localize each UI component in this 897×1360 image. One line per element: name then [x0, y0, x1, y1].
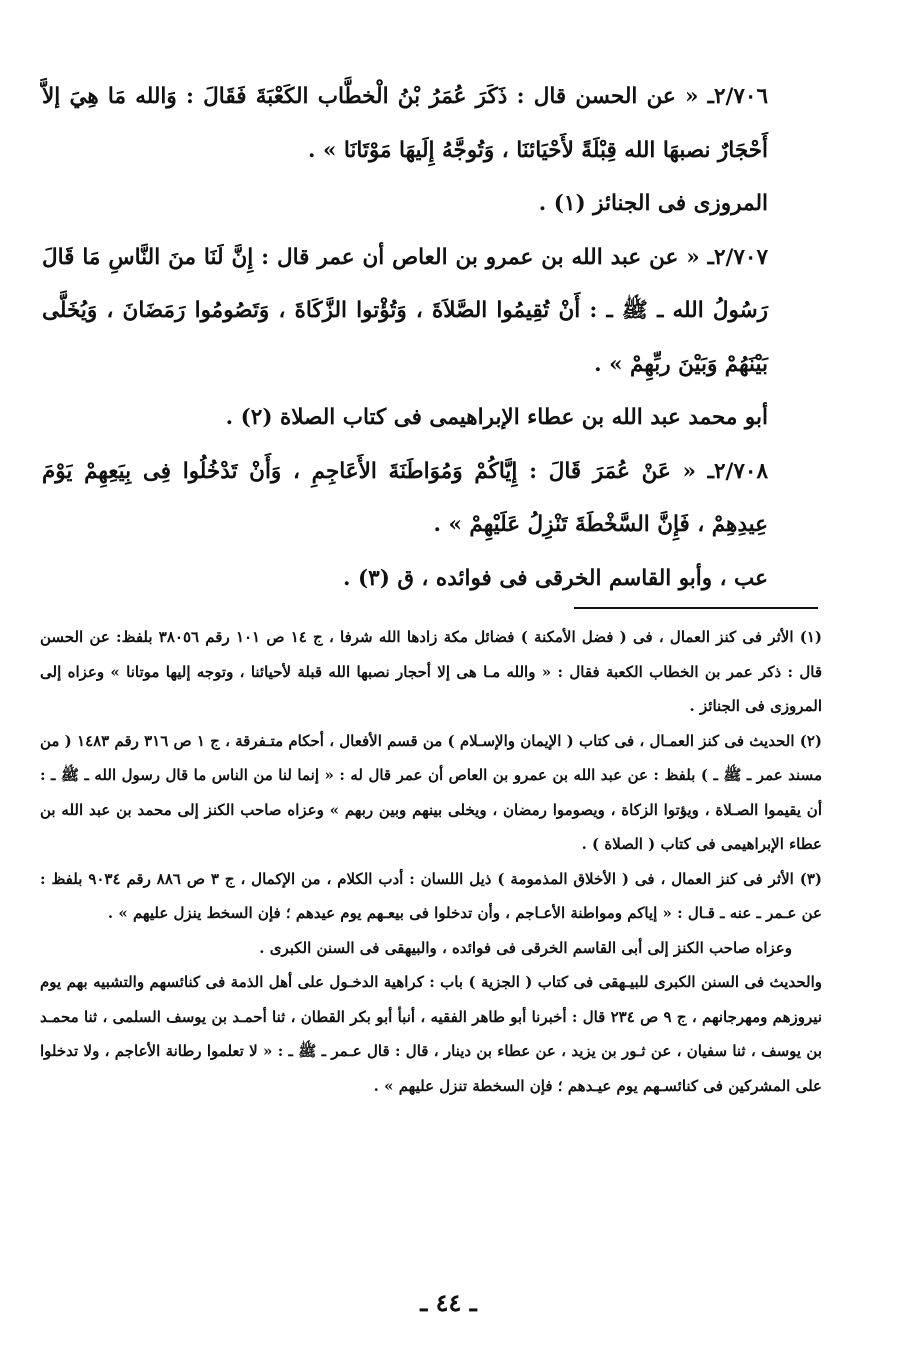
- footnote-1: (١) الأثر فى كنز العمال ، فى ( فضل الأمكنة ) فضائل مكة زادها الله شرفا ، ج ١٤ ص ١٠١ رقم ٣٨٠٥٦ بلفظ: عن الحسن قال : ذكر عمر بن الخطاب الكعبة فقال : « والله مـا هى إلا أحجار نصبها الله قبلة لأحيائنا ، وتوجه إليها موتانا » وعزاه إلى المروزى فى الجنائز .: [40, 628, 822, 715]
- athar-708-source: عب ، وأبو القاسم الخرقى فى فوائده ، ق (٣) .: [342, 565, 768, 591]
- athar-706-source: المروزى فى الجنائز (١) .: [538, 191, 768, 216]
- athar-706: ٢/٧٠٦ـ « عن الحسن قال : ذَكَرَ عُمَرُ بْنُ الْخطَّاب الكَعْبَةَ فَقَالَ : وَالله مَا هِيَ إلاَّ أَحْجَارٌ نصبهَا الله قِبْلَةً لأَحْيَائنَا ، وَتُوجَّهُ إِلَيهَا مَوْتَانَا » .: [42, 84, 768, 163]
- athar-707-source: أبو محمد عبد الله بن عطاء الإبراهيمى فى كتاب الصلاة (٢) .: [225, 405, 768, 430]
- footnotes: [40, 620, 822, 1103]
- athar-708: ٢/٧٠٨ـ « عَنْ عُمَرَ قَالَ : إِيَّاكُمْ وَمُوَاطَنَةَ الأَعَاجِمِ ، وَأَنْ تَدْخُلُوا فِى بِيَعِهِمْ يَوْمَ عِيدِهِمْ ، فَإِنَّ السَّخْطَةَ تَنْزِلُ عَلَيْهِمْ » .: [42, 458, 768, 537]
- footnote-2: (٢) الحديث فى كنز العمـال ، فى كتاب ( الإيمان والإسـلام ) من قسم الأفعال ، أحكام متـفرقة ، ج ١ ص ٣١٦ رقم ١٤٨٣ ( من مسند عمر ـ ﷺ ـ ) بلفظ : عن عبد الله بن عمرو بن العاص أن عمر قال له : « إنما لنا من الناس ما قال رسول الله ـ ﷺ ـ : أن يقيموا الصـلاة ، ويؤتوا الزكاة ، ويصوموا رمضان ، ويخلى بينهم وبين ربهم » وعزاه صاحب الكنز إلى محمد بن عبد الله بن عطاء الإبراهيمى فى كتاب ( الصلاة ) .: [40, 731, 822, 853]
- footnote-separator: [574, 607, 818, 609]
- footnote-3-hadith: والحديث فى السنن الكبرى للبيـهقى فى كتاب ( الجزية ) باب : كراهية الدخـول على أهل الذمة فى كنائسهم والتشبيه بهم يوم نيروزهم ومهرجانهم ، ج ٩ ص ٢٣٤ قال : أخبرنا أبو طاهر الفقيه ، أنبأ أبو بكر القطان ، ثنا أحمـد بن يوسف السلمى ، ثنا محمـد بن يوسف ، ثنا سفيان ، عن ثـور بن يزيد ، عن عطاء بن دينار ، قال : قال عـمر ـ ﷺ ـ : « لا تعلموا رطانة الأعاجم ، ولا تدخلوا على المشركين فى كنائسـهم يوم عيـدهم ؛ فإن السخطة تنزل عليهم » .: [40, 973, 822, 1095]
- athar-707: ٢/٧٠٧ـ « عن عبد الله بن عمرو بن العاص أن عمر قال : إِنَّ لَنَا منَ النَّاسِ مَا قَالَ رَسُولُ الله ـ ﷺ ـ : أَنْ تُقِيمُوا الصَّلاَةَ ، وَتُؤْتوا الزَّكَاةَ ، وَتَصُومُوا رَمَضَانَ ، وَيُخَلَّى بَيْنَهُمْ وَبَيْنَ ربِّهِمْ » .: [42, 244, 768, 377]
- main-text: [42, 70, 768, 605]
- footnote-3-attribution: وعزاه صاحب الكنز إلى أبى القاسم الخرقى فى فوائده ، والبيهقى فى السنن الكبرى .: [259, 938, 792, 957]
- page-number: ـ ٤٤ ـ: [420, 1288, 477, 1317]
- footnote-3: (٣) الأثر فى كنز العمال ، فى ( الأخلاق المذمومة ) ذيل اللسان : أدب الكلام ، من الإكمال ، ج ٣ ص ٨٨٦ رقم ٩٠٣٤ بلفظ : عن عـمر ـ عنه ـ قـال : « إياكم ومواطنة الأعـاجم ، وأن تدخلوا فى بيعـهم يوم عيدهم ؛ فإن السخط ينزل عليهم » .: [40, 869, 823, 922]
